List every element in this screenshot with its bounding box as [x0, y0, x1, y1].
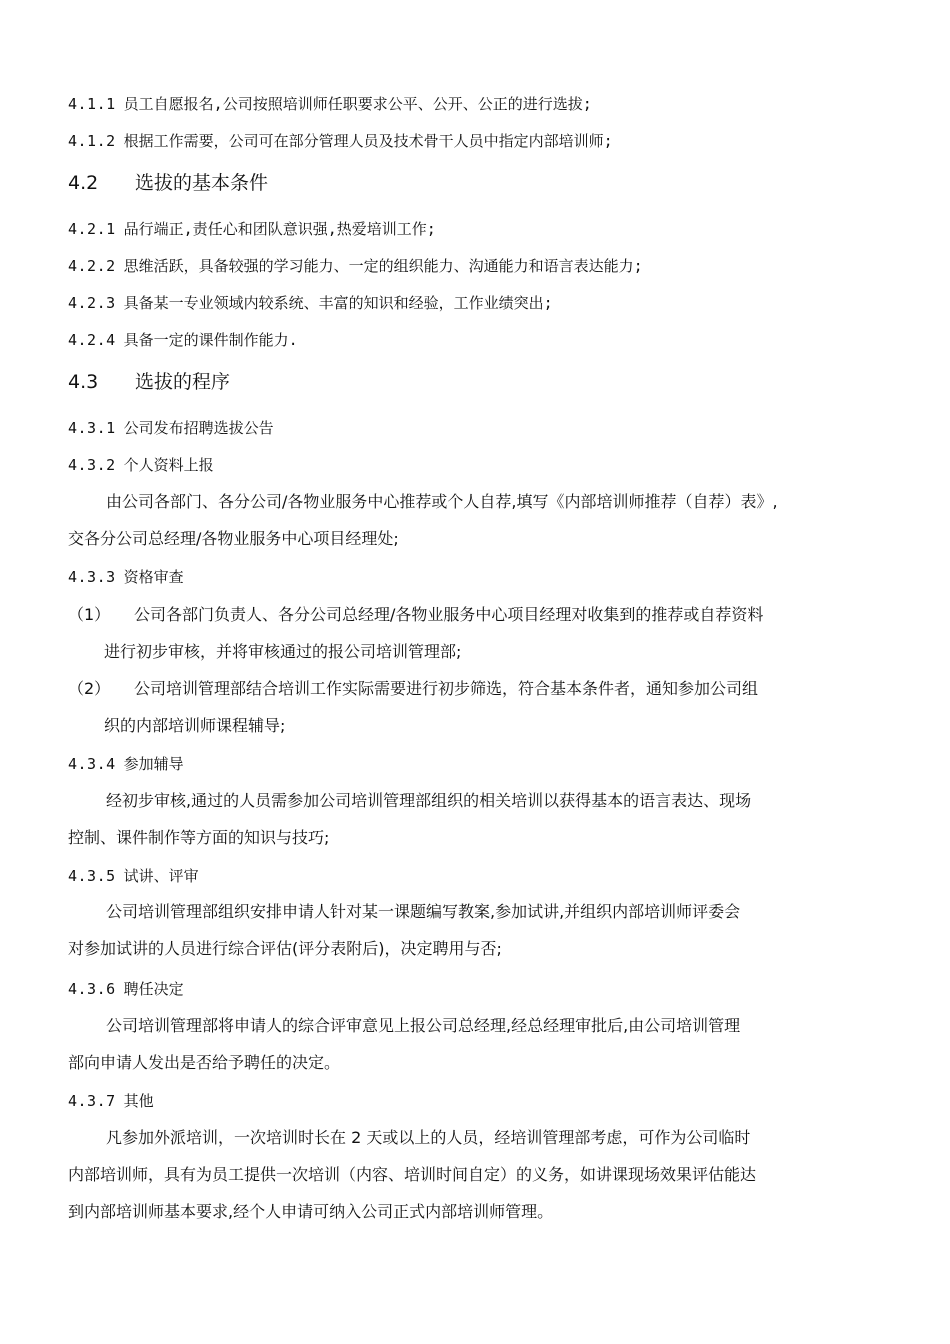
list-text: 公司培训管理部结合培训工作实际需要进行初步筛选，符合基本条件者，通知参加公司组 [134, 679, 759, 698]
clause-4-2-4 [68, 328, 888, 352]
clause-text: 聘任决定 [123, 980, 184, 998]
clause-number: 4.3.5 [68, 867, 116, 885]
clause-number: 4.2.1 [68, 220, 116, 238]
clause-4-3-6 [68, 977, 888, 1001]
clause-number: 4.3.3 [68, 568, 116, 586]
clause-4-3-5 [68, 864, 888, 888]
clause-4-3-2 [68, 453, 888, 477]
clause-number: 4.1.2 [68, 132, 116, 150]
list-marker: （1） [68, 605, 111, 624]
clause-text: 资格审查 [123, 568, 184, 586]
paragraph-line: 对参加试讲的人员进行综合评估(评分表附后)，决定聘用与否; [68, 939, 502, 958]
section-heading-4-3 [68, 368, 888, 396]
paragraph-line: 内部培训师，具有为员工提供一次培训（内容、培训时间自定）的义务，如讲课现场效果评估能达 [68, 1165, 757, 1184]
list-item-continuation: 进行初步审核，并将审核通过的报公司培训管理部; [104, 642, 462, 661]
clause-number: 4.2.3 [68, 294, 116, 312]
clause-text: 个人资料上报 [123, 456, 214, 474]
paragraph-line: 经初步审核,通过的人员需参加公司培训管理部组织的相关培训以获得基本的语言表达、现场 [106, 791, 752, 810]
list-marker: （2） [68, 679, 111, 698]
list-text: 公司各部门负责人、各分公司总经理/各物业服务中心项目经理对收集到的推荐或自荐资料 [134, 605, 764, 624]
list-item-1 [68, 603, 888, 627]
clause-4-2-3 [68, 291, 888, 315]
list-item-2 [68, 677, 888, 701]
clause-number: 4.2.4 [68, 331, 116, 349]
paragraph-line: 凡参加外派培训，一次培训时长在 2 天或以上的人员，经培训管理部考虑，可作为公司临时 [106, 1128, 751, 1147]
clause-4-2-1 [68, 217, 888, 241]
clause-text: 具备一定的课件制作能力. [123, 331, 298, 349]
paragraph-line: 交各分公司总经理/各物业服务中心项目经理处; [68, 529, 399, 548]
clause-4-2-2 [68, 254, 888, 278]
clause-number: 4.3.4 [68, 755, 116, 773]
section-heading-4-2 [68, 169, 888, 197]
section-number: 4.3 [68, 371, 99, 393]
clause-text: 思维活跃，具备较强的学习能力、一定的组织能力、沟通能力和语言表达能力; [123, 257, 643, 275]
paragraph-line: 到内部培训师基本要求,经个人申请可纳入公司正式内部培训师管理。 [68, 1202, 554, 1221]
clause-text: 参加辅导 [123, 755, 184, 773]
paragraph-line: 公司培训管理部组织安排申请人针对某一课题编写教案,参加试讲,并组织内部培训师评委会 [106, 902, 741, 921]
clause-number: 4.1.1 [68, 95, 116, 113]
clause-4-3-4 [68, 752, 888, 776]
paragraph-line: 部向申请人发出是否给予聘任的决定。 [68, 1053, 341, 1072]
section-title: 选拔的程序 [135, 371, 231, 393]
paragraph-line: 公司培训管理部将申请人的综合评审意见上报公司总经理,经总经理审批后,由公司培训管理 [106, 1016, 741, 1035]
clause-4-3-1 [68, 416, 888, 440]
clause-text: 员工自愿报名,公司按照培训师任职要求公平、公开、公正的进行选拔; [123, 95, 592, 113]
paragraph-line: 由公司各部门、各分公司/各物业服务中心推荐或个人自荐,填写《内部培训师推荐（自荐）表》, [106, 492, 778, 511]
clause-text: 根据工作需要，公司可在部分管理人员及技术骨干人员中指定内部培训师; [123, 132, 613, 150]
clause-text: 公司发布招聘选拔公告 [123, 419, 274, 437]
section-title: 选拔的基本条件 [135, 172, 269, 194]
section-number: 4.2 [68, 172, 99, 194]
clause-number: 4.3.2 [68, 456, 116, 474]
clause-4-3-7 [68, 1089, 888, 1113]
clause-4-1-2 [68, 129, 888, 153]
paragraph-line: 控制、课件制作等方面的知识与技巧; [68, 828, 330, 847]
clause-text: 具备某一专业领域内较系统、丰富的知识和经验，工作业绩突出; [123, 294, 553, 312]
clause-number: 4.3.7 [68, 1092, 116, 1110]
clause-4-3-3 [68, 565, 888, 589]
list-item-continuation: 织的内部培训师课程辅导; [104, 716, 286, 735]
clause-number: 4.2.2 [68, 257, 116, 275]
clause-text: 其他 [123, 1092, 154, 1110]
clause-text: 品行端正,责任心和团队意识强,热爱培训工作; [123, 220, 436, 238]
clause-text: 试讲、评审 [123, 867, 199, 885]
clause-number: 4.3.6 [68, 980, 116, 998]
clause-4-1-1 [68, 92, 888, 116]
clause-number: 4.3.1 [68, 419, 116, 437]
